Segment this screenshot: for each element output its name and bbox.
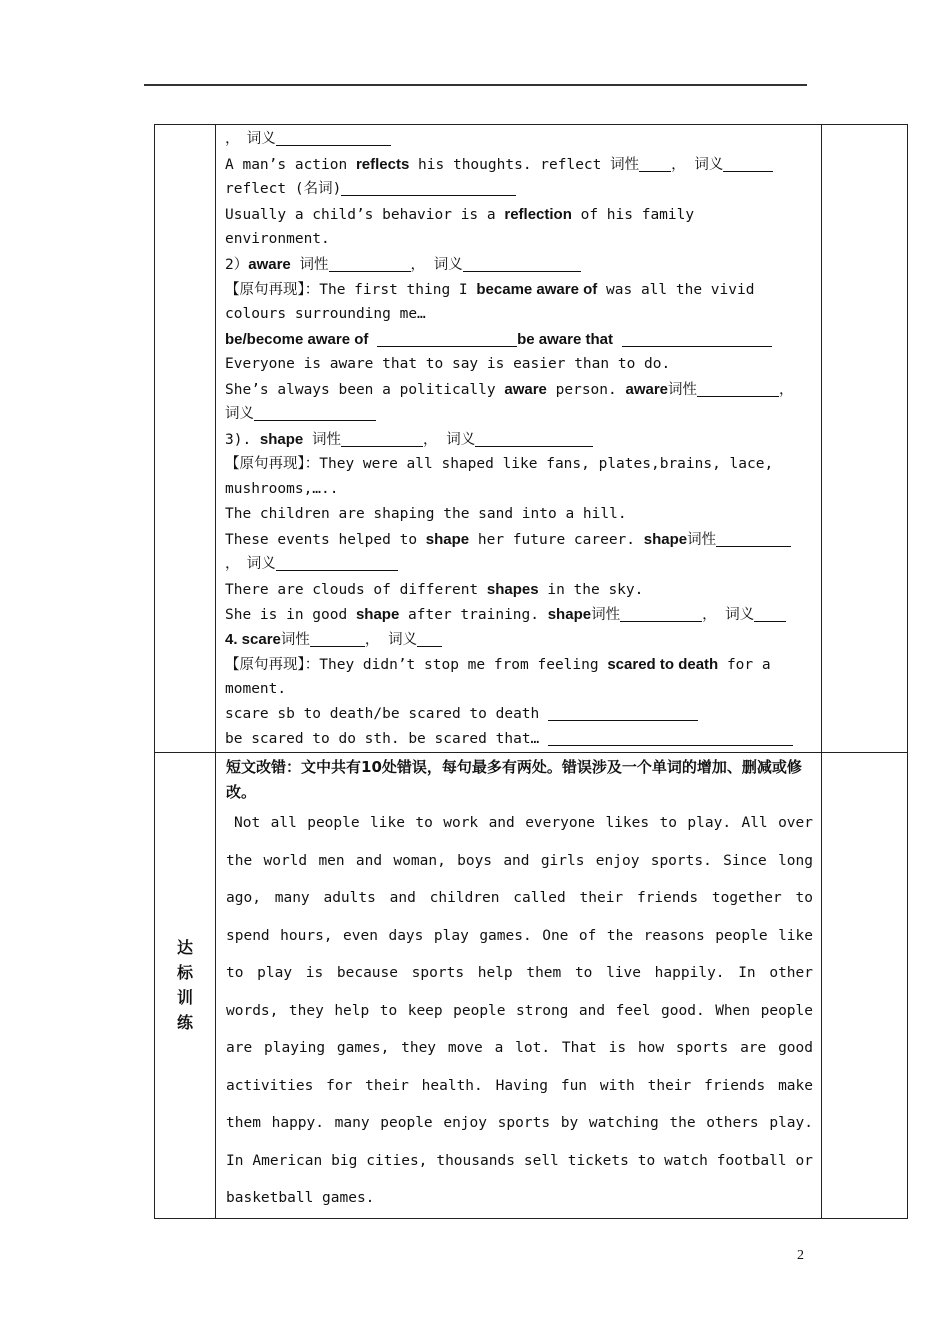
vocab-line: [225, 602, 813, 627]
keyword: scared to death: [607, 656, 719, 673]
vocab-line: [225, 527, 813, 552]
line-text: ，: [779, 382, 794, 398]
header-rule: [144, 84, 807, 86]
line-text: environment.: [225, 231, 330, 247]
answer-blank[interactable]: [697, 380, 779, 397]
keyword: shape: [259, 431, 304, 448]
line-text: Usually a child’s behavior is a: [225, 207, 505, 223]
answer-blank[interactable]: [329, 255, 411, 272]
line-text: of his family: [571, 207, 695, 223]
keyword: shape: [643, 531, 688, 548]
vocab-content-cell: [216, 125, 822, 753]
vocab-line: [225, 277, 813, 302]
vocab-line: [225, 252, 813, 277]
keyword: reflection: [504, 206, 572, 223]
line-text: in the sky.: [538, 582, 644, 598]
vocab-line: [225, 727, 813, 752]
line-text: 词义: [225, 406, 254, 422]
line-text: ， 词义: [410, 257, 463, 273]
line-text: scare sb to death/be scared to death: [225, 706, 549, 722]
line-text: be scared that…: [408, 731, 549, 747]
line-text: 【原句再现】：The first thing I: [225, 282, 477, 298]
line-text: moment.: [225, 681, 287, 697]
line-text: ， 词义: [225, 556, 276, 572]
answer-blank[interactable]: [341, 430, 423, 447]
vocab-line: [225, 352, 813, 377]
side-label-char: 练: [176, 1013, 193, 1033]
line-text: She’s always been a politically: [225, 382, 505, 398]
vocab-line: [225, 577, 813, 602]
line-text: She is in good: [225, 607, 356, 623]
line-text: These events helped to: [225, 532, 426, 548]
line-text: for a: [718, 657, 771, 673]
answer-blank[interactable]: [723, 155, 773, 172]
answer-blank[interactable]: [548, 729, 675, 746]
vocab-line: [225, 377, 813, 402]
line-text: his thoughts. reflect 词性: [409, 157, 640, 173]
answer-blank[interactable]: [622, 330, 772, 347]
line-text: ， 词义: [364, 632, 418, 648]
line-text: colours surrounding me…: [225, 306, 426, 322]
answer-blank[interactable]: [548, 704, 698, 721]
answer-blank[interactable]: [675, 729, 793, 746]
line-text: after training.: [399, 607, 548, 623]
keyword: be/become aware of: [225, 331, 369, 348]
line-text: The children are shaping the sand into a hill.: [225, 506, 627, 522]
passage-body: Not all people like to work and everyone likes to play. All over the world men and woman, boys and girls enjoy sports. Since long ago, many adults and children called their friends together to spend hours, even days play games. One of the reasons people like to play is because sports help them to live happily. In other words, they help to keep people strong and feel good. When people are playing games, they move a lot. That is how sports are good activities for their health. Having fun with their friends make them happy. many people enjoy sports by watching the others play. In American big cities, thousands sell tickets to watch football or basketball games.: [226, 815, 813, 1206]
left-empty-cell: [155, 125, 216, 753]
answer-blank[interactable]: [276, 129, 391, 146]
vocab-line: [225, 502, 813, 527]
line-text: 词性: [668, 382, 698, 398]
vocab-line: [225, 402, 813, 427]
line-text: 2）: [225, 257, 249, 273]
answer-blank[interactable]: [341, 179, 516, 196]
vocab-line: [225, 627, 813, 652]
side-label-char: 标: [176, 963, 193, 983]
answer-blank[interactable]: [254, 404, 376, 421]
practice-content-cell: [216, 753, 822, 1219]
side-label-char: 达: [176, 938, 193, 958]
practice-row: [155, 753, 908, 1219]
keyword: aware: [504, 381, 547, 398]
vocab-line: [225, 427, 813, 452]
answer-blank[interactable]: [417, 630, 442, 647]
answer-blank[interactable]: [475, 430, 593, 447]
keyword: 4. scare: [225, 631, 281, 648]
worksheet-table: [154, 124, 908, 1219]
line-text: mushrooms,…..: [225, 481, 339, 497]
vocab-line: [225, 177, 813, 202]
vocab-line: [225, 477, 813, 502]
answer-blank[interactable]: [754, 605, 786, 622]
keyword: aware: [248, 256, 291, 273]
vocab-line: [225, 152, 813, 177]
line-text: 【原句再现】：They were all shaped like fans, plates,brains, lace,: [225, 456, 774, 472]
practice-label-cell: [155, 753, 216, 1219]
vocab-line: [225, 677, 813, 702]
vocab-line: [225, 127, 813, 152]
line-text: A man’s action: [225, 157, 356, 173]
keyword: reflects: [355, 156, 410, 173]
line-text: There are clouds of different: [225, 582, 487, 598]
keyword: became aware of: [476, 281, 598, 298]
line-text: 3).: [225, 432, 260, 448]
line-text: [368, 332, 377, 348]
right-empty-cell-2: [822, 753, 908, 1219]
vocab-line: [225, 202, 813, 227]
vocab-lines: [216, 125, 821, 752]
answer-blank[interactable]: [620, 605, 702, 622]
task-instructions: 短文改错：文中共有10处错误，每句最多有两处。错误涉及一个单词的增加、删减或修改。: [226, 758, 802, 801]
answer-blank[interactable]: [716, 530, 791, 547]
side-label-char: 训: [176, 988, 193, 1008]
line-text: ， 词义: [225, 131, 276, 147]
line-text: reflect (名词): [225, 181, 342, 197]
line-text: ， 词义: [702, 607, 755, 623]
keyword: shape: [355, 606, 400, 623]
line-text: 【原句再现】：They didn’t stop me from feeling: [225, 657, 608, 673]
line-text: Everyone is aware that to say is easier than to do.: [225, 356, 671, 372]
keyword: shapes: [486, 581, 539, 598]
answer-blank[interactable]: [276, 554, 398, 571]
line-text: 词性: [290, 257, 329, 273]
keyword: be aware that: [517, 331, 613, 348]
line-text: was all the vivid: [597, 282, 755, 298]
line-text: be scared to do sth.: [225, 731, 409, 747]
vocab-line: [225, 702, 813, 727]
line-text: 词性: [591, 607, 621, 623]
vocab-line: [225, 652, 813, 677]
right-empty-cell: [822, 125, 908, 753]
vocab-line: [225, 327, 813, 352]
vocab-line: [225, 452, 813, 477]
keyword: aware: [625, 381, 669, 398]
vocab-line: [225, 552, 813, 577]
passage-text: [216, 805, 821, 1218]
answer-blank[interactable]: [639, 155, 671, 172]
vocab-row: [155, 125, 908, 753]
vocab-line: [225, 302, 813, 327]
page-number: 2: [797, 1248, 804, 1263]
line-text: person.: [546, 382, 626, 398]
answer-blank[interactable]: [463, 255, 581, 272]
line-text: 词性: [303, 432, 342, 448]
keyword: shape: [547, 606, 592, 623]
line-text: 词性: [687, 532, 717, 548]
answer-blank[interactable]: [377, 330, 517, 347]
line-text: ， 词义: [671, 157, 724, 173]
answer-blank[interactable]: [310, 630, 365, 647]
vocab-line: [225, 227, 813, 252]
keyword: shape: [425, 531, 470, 548]
line-text: 词性: [280, 632, 310, 648]
line-text: ， 词义: [423, 432, 476, 448]
line-text: [613, 332, 622, 348]
line-text: her future career.: [469, 532, 644, 548]
